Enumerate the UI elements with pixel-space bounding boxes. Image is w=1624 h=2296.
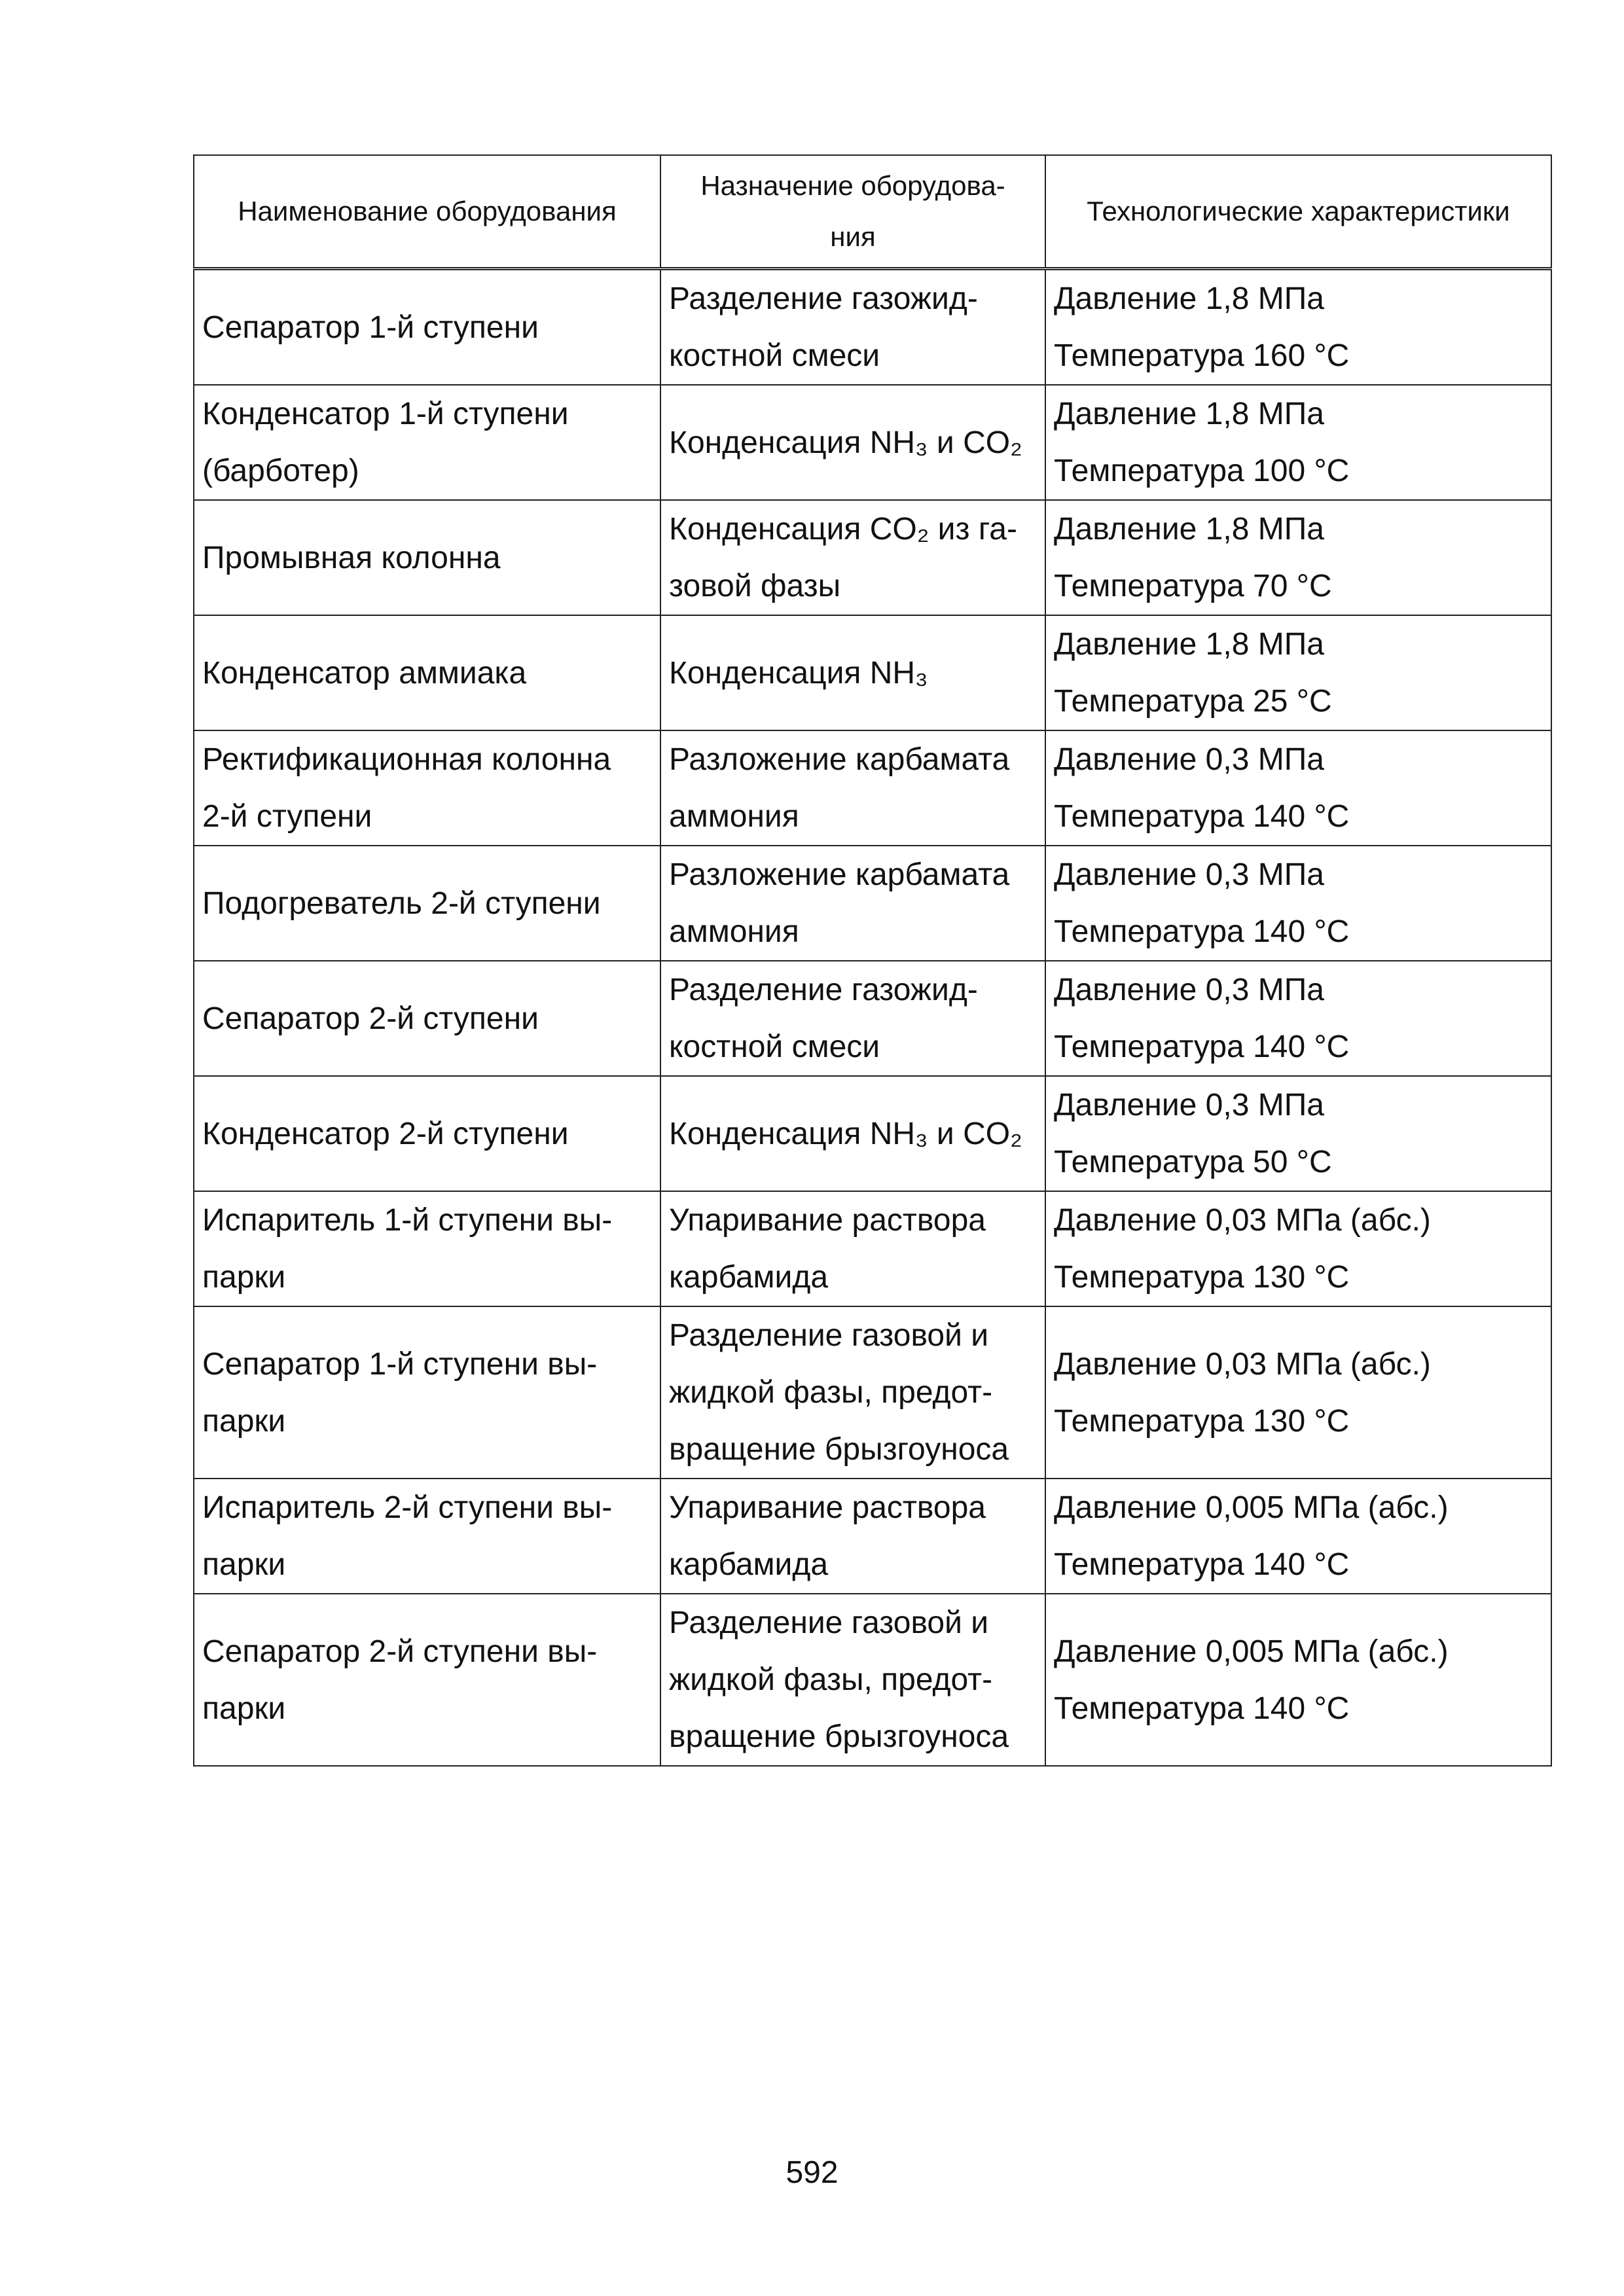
cell-technical-specs: Давление 0,3 МПа Температура 140 °С xyxy=(1045,730,1551,846)
cell-equipment-purpose: Разделение газовой и жидкой фазы, предот- вращение брызгоуноса xyxy=(660,1306,1045,1479)
cell-equipment-purpose: Конденсация NH₃ и CO₂ xyxy=(660,1076,1045,1191)
table-row xyxy=(194,1076,1551,1191)
cell-equipment-name: Подогреватель 2-й ступени xyxy=(194,846,660,961)
cell-technical-specs: Давление 1,8 МПа Температура 25 °С xyxy=(1045,615,1551,730)
header-equipment-purpose: Назначение оборудова- ния xyxy=(660,155,1045,269)
cell-equipment-name: Сепаратор 1-й ступени xyxy=(194,269,660,386)
cell-technical-specs: Давление 0,3 МПа Температура 50 °С xyxy=(1045,1076,1551,1191)
cell-equipment-name: Ректификационная колонна 2-й ступени xyxy=(194,730,660,846)
cell-equipment-purpose: Разделение газожид- костной смеси xyxy=(660,269,1045,386)
table-row xyxy=(194,1479,1551,1594)
cell-technical-specs: Давление 0,005 МПа (абс.) Температура 140 °С xyxy=(1045,1479,1551,1594)
cell-technical-specs: Давление 0,005 МПа (абс.) Температура 140 °С xyxy=(1045,1594,1551,1766)
cell-equipment-name: Конденсатор 1-й ступени (барботер) xyxy=(194,385,660,500)
table-row xyxy=(194,1594,1551,1766)
cell-technical-specs: Давление 1,8 МПа Температура 100 °С xyxy=(1045,385,1551,500)
cell-technical-specs: Давление 1,8 МПа Температура 160 °С xyxy=(1045,269,1551,386)
cell-equipment-purpose: Разложение карбамата аммония xyxy=(660,730,1045,846)
page-number: 592 xyxy=(785,2155,839,2190)
cell-equipment-name: Испаритель 1-й ступени вы- парки xyxy=(194,1191,660,1306)
cell-equipment-name: Испаритель 2-й ступени вы- парки xyxy=(194,1479,660,1594)
cell-equipment-name: Конденсатор 2-й ступени xyxy=(194,1076,660,1191)
cell-equipment-purpose: Разделение газовой и жидкой фазы, предот- вращение брызгоуноса xyxy=(660,1594,1045,1766)
cell-equipment-purpose: Конденсация NH₃ xyxy=(660,615,1045,730)
header-equipment-name: Наименование оборудования xyxy=(194,155,660,269)
cell-equipment-name: Промывная колонна xyxy=(194,500,660,615)
table-header-row xyxy=(194,155,1551,269)
table-row xyxy=(194,269,1551,386)
cell-equipment-name: Сепаратор 2-й ступени xyxy=(194,961,660,1076)
table-row xyxy=(194,500,1551,615)
cell-equipment-purpose: Упаривание раствора карбамида xyxy=(660,1191,1045,1306)
cell-technical-specs: Давление 0,03 МПа (абс.) Температура 130 °С xyxy=(1045,1306,1551,1479)
header-technical-specs: Технологические характеристики xyxy=(1045,155,1551,269)
table-row xyxy=(194,961,1551,1076)
cell-technical-specs: Давление 0,03 МПа (абс.) Температура 130 °С xyxy=(1045,1191,1551,1306)
cell-equipment-purpose: Упаривание раствора карбамида xyxy=(660,1479,1045,1594)
table-row xyxy=(194,615,1551,730)
cell-technical-specs: Давление 1,8 МПа Температура 70 °С xyxy=(1045,500,1551,615)
cell-technical-specs: Давление 0,3 МПа Температура 140 °С xyxy=(1045,846,1551,961)
cell-equipment-name: Сепаратор 2-й ступени вы- парки xyxy=(194,1594,660,1766)
table-row xyxy=(194,846,1551,961)
cell-equipment-name: Конденсатор аммиака xyxy=(194,615,660,730)
cell-equipment-purpose: Конденсация CO₂ из га- зовой фазы xyxy=(660,500,1045,615)
cell-equipment-purpose: Разложение карбамата аммония xyxy=(660,846,1045,961)
table-row xyxy=(194,730,1551,846)
equipment-table xyxy=(193,154,1552,1767)
cell-equipment-name: Сепаратор 1-й ступени вы- парки xyxy=(194,1306,660,1479)
table-row xyxy=(194,385,1551,500)
table-row xyxy=(194,1191,1551,1306)
cell-technical-specs: Давление 0,3 МПа Температура 140 °С xyxy=(1045,961,1551,1076)
cell-equipment-purpose: Разделение газожид- костной смеси xyxy=(660,961,1045,1076)
cell-equipment-purpose: Конденсация NH₃ и CO₂ xyxy=(660,385,1045,500)
table-row xyxy=(194,1306,1551,1479)
